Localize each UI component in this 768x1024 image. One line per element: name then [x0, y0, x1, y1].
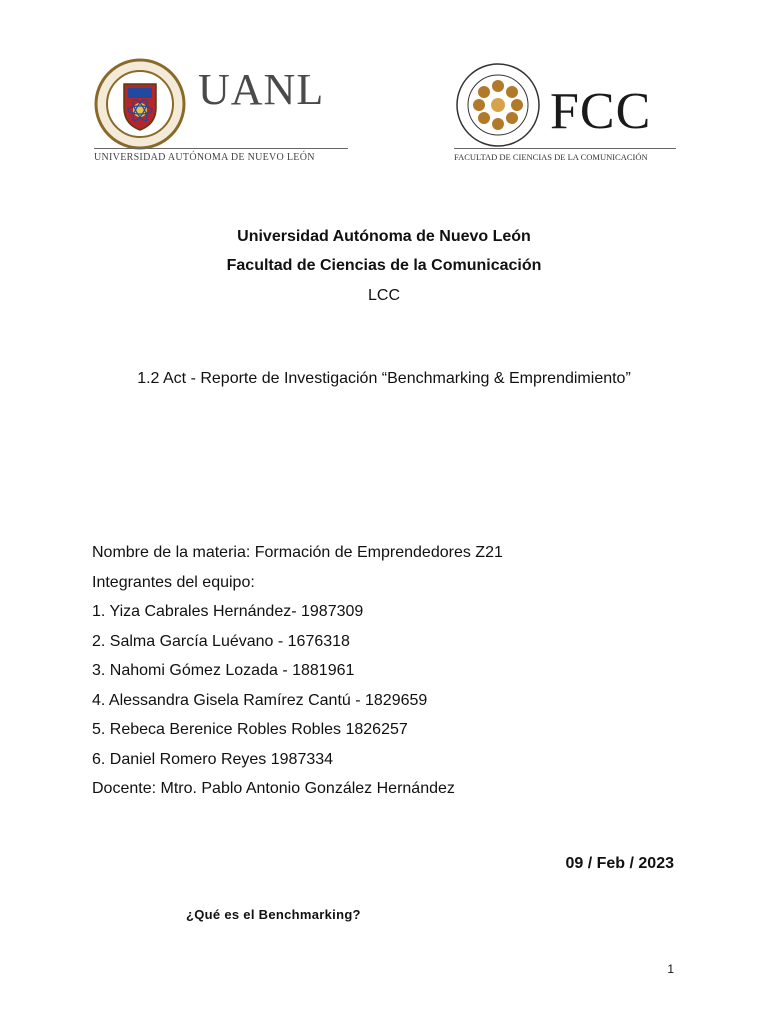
uanl-logo: [94, 58, 350, 170]
document-date: 09 / Feb / 2023: [565, 855, 674, 872]
fcc-divider: [454, 148, 676, 149]
team-member: 2. Salma García Luévano - 1676318: [92, 632, 350, 650]
activity-title: 1.2 Act - Reporte de Investigación “Benchmarking & Emprendimiento”: [137, 370, 631, 387]
team-member: 3. Nahomi Gómez Lozada - 1881961: [92, 662, 355, 679]
section-question: ¿Qué es el Benchmarking?: [186, 907, 361, 922]
uanl-subtitle: UNIVERSIDAD AUTÓNOMA DE NUEVO LEÓN: [94, 152, 315, 163]
uanl-wordmark: UANL: [198, 65, 325, 114]
team-member: 1. Yiza Cabrales Hernández- 1987309: [92, 603, 364, 620]
info-block: [92, 543, 692, 809]
team-member: 5. Rebeca Berenice Robles Robles 1826257: [92, 721, 408, 738]
fcc-logo: [452, 62, 678, 166]
faculty-title: Facultad de Ciencias de la Comunicación: [226, 257, 542, 274]
uanl-seal-icon: [94, 58, 194, 150]
team-label: Integrantes del equipo:: [92, 573, 255, 591]
team-member: 6. Daniel Romero Reyes 1987334: [92, 750, 334, 768]
fcc-seal-icon: [454, 62, 542, 148]
team-member: 4. Alessandra Gisela Ramírez Cantú - 1829659: [92, 691, 428, 709]
uanl-divider: [94, 148, 348, 149]
university-title: Universidad Autónoma de Nuevo León: [237, 228, 531, 245]
program-label: LCC: [367, 287, 400, 304]
subject-line: Nombre de la materia: Formación de Emprendedores Z21: [92, 544, 503, 561]
teacher-line: Docente: Mtro. Pablo Antonio González Hernández: [92, 780, 455, 797]
page-number: 1: [667, 962, 674, 976]
fcc-wordmark: FCC: [550, 83, 652, 140]
fcc-subtitle: FACULTAD DE CIENCIAS DE LA COMUNICACIÓN: [454, 152, 648, 162]
